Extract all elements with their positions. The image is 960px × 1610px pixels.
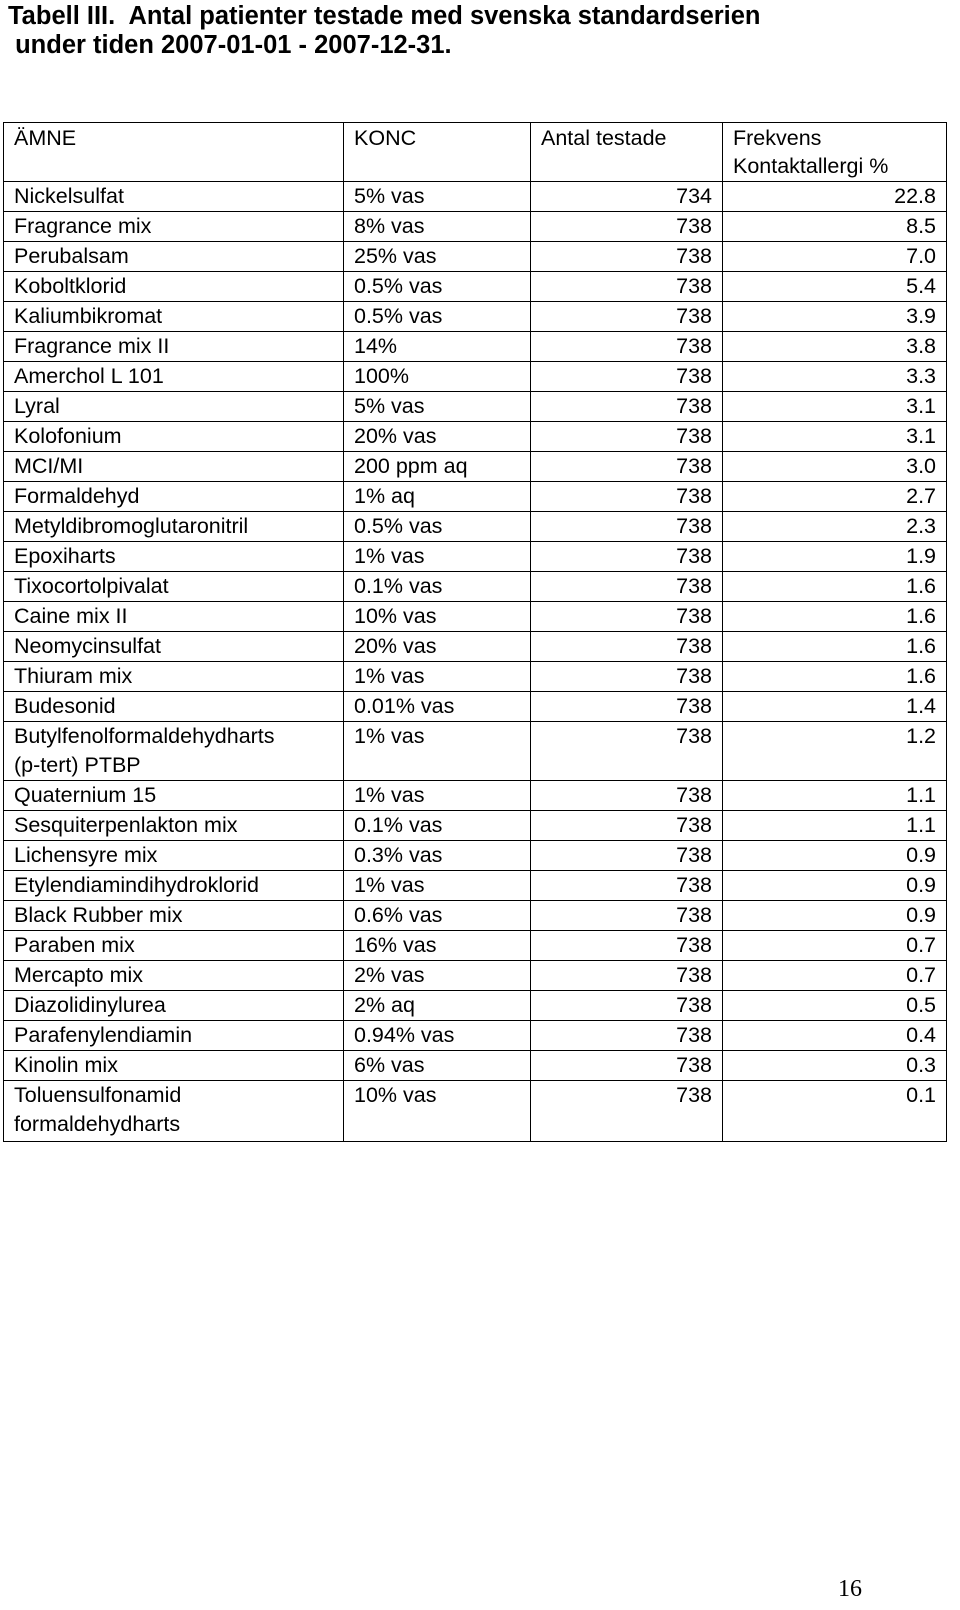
cell-substance <box>4 931 344 961</box>
cell-conc: 10% vas <box>344 602 531 632</box>
page-number: 16 <box>838 1576 862 1602</box>
cell-tested: 738 <box>531 542 723 572</box>
cell-substance <box>4 242 344 272</box>
table-row <box>4 1081 947 1142</box>
cell-frequency: 0.7 <box>723 961 947 991</box>
cell-frequency: 0.3 <box>723 1051 947 1081</box>
cell-frequency: 1.6 <box>723 662 947 692</box>
header-conc: KONC <box>344 123 531 182</box>
cell-frequency: 0.1 <box>723 1081 947 1142</box>
cell-tested: 738 <box>531 212 723 242</box>
table-row <box>4 632 947 662</box>
cell-conc: 0.6% vas <box>344 901 531 931</box>
substance-name: Fragrance mix <box>14 214 152 238</box>
cell-tested: 738 <box>531 632 723 662</box>
cell-tested: 738 <box>531 302 723 332</box>
cell-substance <box>4 542 344 572</box>
cell-frequency: 1.6 <box>723 632 947 662</box>
cell-conc: 14% <box>344 332 531 362</box>
caption-line-1: Tabell III. Antal patienter testade med svenska standardserien <box>8 2 761 30</box>
cell-substance <box>4 871 344 901</box>
cell-frequency: 3.3 <box>723 362 947 392</box>
cell-tested: 738 <box>531 332 723 362</box>
cell-tested: 738 <box>531 811 723 841</box>
table-row <box>4 242 947 272</box>
cell-tested: 738 <box>531 452 723 482</box>
table-row <box>4 452 947 482</box>
cell-conc: 2% aq <box>344 991 531 1021</box>
cell-conc: 5% vas <box>344 392 531 422</box>
cell-substance <box>4 512 344 542</box>
cell-conc: 1% vas <box>344 722 531 781</box>
cell-conc: 2% vas <box>344 961 531 991</box>
substance-name: Quaternium 15 <box>14 783 157 807</box>
table-row <box>4 272 947 302</box>
cell-frequency: 5.4 <box>723 272 947 302</box>
caption-line-2: under tiden 2007-01-01 - 2007-12-31. <box>8 31 452 59</box>
cell-tested: 738 <box>531 602 723 632</box>
substance-name: Perubalsam <box>14 244 129 268</box>
substance-name: Lyral <box>14 394 60 418</box>
table-header <box>4 123 947 182</box>
cell-conc: 20% vas <box>344 422 531 452</box>
cell-conc: 8% vas <box>344 212 531 242</box>
substance-name: Parafenylendiamin <box>14 1023 193 1047</box>
cell-substance <box>4 841 344 871</box>
cell-frequency: 1.2 <box>723 722 947 781</box>
cell-substance <box>4 182 344 212</box>
substance-name: Caine mix II <box>14 604 128 628</box>
table-row <box>4 662 947 692</box>
substance-name: Etylendiamindihydroklorid <box>14 873 259 897</box>
substance-name: Nickelsulfat <box>14 184 124 208</box>
substance-name: Fragrance mix II <box>14 334 170 358</box>
cell-substance <box>4 1081 344 1142</box>
cell-conc: 10% vas <box>344 1081 531 1142</box>
cell-frequency: 1.1 <box>723 811 947 841</box>
substance-name: Formaldehyd <box>14 484 140 508</box>
cell-conc: 1% vas <box>344 871 531 901</box>
substance-name: Kaliumbikromat <box>14 304 163 328</box>
table-row <box>4 841 947 871</box>
cell-frequency: 8.5 <box>723 212 947 242</box>
header-tested: Antal testade <box>531 123 723 182</box>
cell-frequency: 2.7 <box>723 482 947 512</box>
table-body <box>4 182 947 1142</box>
cell-substance <box>4 692 344 722</box>
cell-substance <box>4 362 344 392</box>
cell-tested: 738 <box>531 722 723 781</box>
cell-conc: 0.5% vas <box>344 302 531 332</box>
substance-name: Kinolin mix <box>14 1053 118 1077</box>
substance-name: Tixocortolpivalat <box>14 574 169 598</box>
cell-tested: 738 <box>531 512 723 542</box>
cell-conc: 1% aq <box>344 482 531 512</box>
table-row <box>4 362 947 392</box>
table-row <box>4 1051 947 1081</box>
cell-frequency: 0.7 <box>723 931 947 961</box>
cell-tested: 738 <box>531 572 723 602</box>
cell-conc: 1% vas <box>344 781 531 811</box>
table-row <box>4 182 947 212</box>
cell-frequency: 1.9 <box>723 542 947 572</box>
header-frequency-line-1: Frekvens <box>733 126 822 150</box>
substance-name: Paraben mix <box>14 933 135 957</box>
cell-frequency: 0.9 <box>723 841 947 871</box>
substance-name: Neomycinsulfat <box>14 634 161 658</box>
cell-tested: 738 <box>531 662 723 692</box>
cell-frequency: 0.4 <box>723 1021 947 1051</box>
cell-frequency: 22.8 <box>723 182 947 212</box>
table-row <box>4 392 947 422</box>
table-row <box>4 811 947 841</box>
header-frequency-line-2: Kontaktallergi % <box>733 154 889 178</box>
substance-name: Thiuram mix <box>14 664 133 688</box>
cell-tested: 738 <box>531 901 723 931</box>
substance-name-line-2: formaldehydharts <box>14 1112 181 1136</box>
table-row <box>4 901 947 931</box>
table-row <box>4 781 947 811</box>
cell-substance <box>4 961 344 991</box>
cell-frequency: 7.0 <box>723 242 947 272</box>
substance-name: Butylfenolformaldehydharts <box>14 724 275 748</box>
table-row <box>4 332 947 362</box>
cell-substance <box>4 272 344 302</box>
cell-conc: 20% vas <box>344 632 531 662</box>
cell-tested: 738 <box>531 961 723 991</box>
cell-conc: 0.5% vas <box>344 272 531 302</box>
substance-name: Toluensulfonamid <box>14 1083 182 1107</box>
header-row <box>4 123 947 182</box>
table-row <box>4 602 947 632</box>
cell-frequency: 1.1 <box>723 781 947 811</box>
cell-tested: 738 <box>531 871 723 901</box>
cell-tested: 738 <box>531 1081 723 1142</box>
cell-substance <box>4 422 344 452</box>
cell-conc: 200 ppm aq <box>344 452 531 482</box>
cell-frequency: 1.6 <box>723 602 947 632</box>
table-row <box>4 871 947 901</box>
substance-name: Diazolidinylurea <box>14 993 166 1017</box>
cell-substance <box>4 1051 344 1081</box>
cell-tested: 738 <box>531 1021 723 1051</box>
substance-name: Lichensyre mix <box>14 843 158 867</box>
cell-tested: 738 <box>531 392 723 422</box>
substance-name: Mercapto mix <box>14 963 144 987</box>
cell-conc: 16% vas <box>344 931 531 961</box>
substance-name: Epoxiharts <box>14 544 116 568</box>
cell-tested: 738 <box>531 482 723 512</box>
cell-substance <box>4 332 344 362</box>
cell-tested: 738 <box>531 692 723 722</box>
cell-frequency: 0.9 <box>723 901 947 931</box>
table-row <box>4 991 947 1021</box>
cell-conc: 0.1% vas <box>344 811 531 841</box>
cell-frequency: 1.4 <box>723 692 947 722</box>
cell-substance <box>4 392 344 422</box>
cell-substance <box>4 302 344 332</box>
table-row <box>4 302 947 332</box>
cell-tested: 738 <box>531 1051 723 1081</box>
cell-substance <box>4 901 344 931</box>
cell-substance <box>4 1021 344 1051</box>
cell-conc: 0.3% vas <box>344 841 531 871</box>
cell-conc: 5% vas <box>344 182 531 212</box>
cell-frequency: 3.1 <box>723 422 947 452</box>
table-row <box>4 722 947 781</box>
cell-tested: 738 <box>531 781 723 811</box>
cell-conc: 0.1% vas <box>344 572 531 602</box>
cell-tested: 738 <box>531 242 723 272</box>
cell-substance <box>4 662 344 692</box>
cell-tested: 738 <box>531 422 723 452</box>
substance-name: Kolofonium <box>14 424 122 448</box>
table-row <box>4 512 947 542</box>
cell-conc: 100% <box>344 362 531 392</box>
cell-conc: 0.01% vas <box>344 692 531 722</box>
cell-tested: 734 <box>531 182 723 212</box>
cell-conc: 1% vas <box>344 662 531 692</box>
cell-substance <box>4 632 344 662</box>
cell-conc: 0.5% vas <box>344 512 531 542</box>
cell-tested: 738 <box>531 931 723 961</box>
cell-substance <box>4 482 344 512</box>
cell-substance <box>4 781 344 811</box>
cell-conc: 1% vas <box>344 542 531 572</box>
table-row <box>4 542 947 572</box>
table-row <box>4 931 947 961</box>
cell-conc: 6% vas <box>344 1051 531 1081</box>
table-caption <box>8 2 948 60</box>
table-row <box>4 422 947 452</box>
cell-tested: 738 <box>531 991 723 1021</box>
cell-frequency: 3.8 <box>723 332 947 362</box>
cell-frequency: 1.6 <box>723 572 947 602</box>
cell-frequency: 2.3 <box>723 512 947 542</box>
cell-substance <box>4 991 344 1021</box>
substance-name: Metyldibromoglutaronitril <box>14 514 249 538</box>
cell-tested: 738 <box>531 362 723 392</box>
header-substance: ÄMNE <box>4 123 344 182</box>
cell-substance <box>4 452 344 482</box>
table-row <box>4 212 947 242</box>
cell-tested: 738 <box>531 272 723 302</box>
cell-substance <box>4 212 344 242</box>
cell-frequency: 3.9 <box>723 302 947 332</box>
substance-name: Black Rubber mix <box>14 903 183 927</box>
cell-frequency: 3.1 <box>723 392 947 422</box>
table-row <box>4 1021 947 1051</box>
substance-name: Sesquiterpenlakton mix <box>14 813 238 837</box>
table-row <box>4 572 947 602</box>
substance-name: Amerchol L 101 <box>14 364 164 388</box>
cell-conc: 0.94% vas <box>344 1021 531 1051</box>
table-row <box>4 692 947 722</box>
substance-name: MCI/MI <box>14 454 84 478</box>
allergen-table <box>3 122 947 1142</box>
substance-name-line-2: (p-tert) PTBP <box>14 753 141 777</box>
cell-substance <box>4 602 344 632</box>
substance-name: Budesonid <box>14 694 116 718</box>
cell-substance <box>4 572 344 602</box>
cell-substance <box>4 722 344 781</box>
table-row <box>4 482 947 512</box>
cell-tested: 738 <box>531 841 723 871</box>
substance-name: Koboltklorid <box>14 274 127 298</box>
cell-conc: 25% vas <box>344 242 531 272</box>
cell-frequency: 0.9 <box>723 871 947 901</box>
cell-frequency: 0.5 <box>723 991 947 1021</box>
table-row <box>4 961 947 991</box>
header-frequency <box>723 123 947 182</box>
cell-frequency: 3.0 <box>723 452 947 482</box>
cell-substance <box>4 811 344 841</box>
